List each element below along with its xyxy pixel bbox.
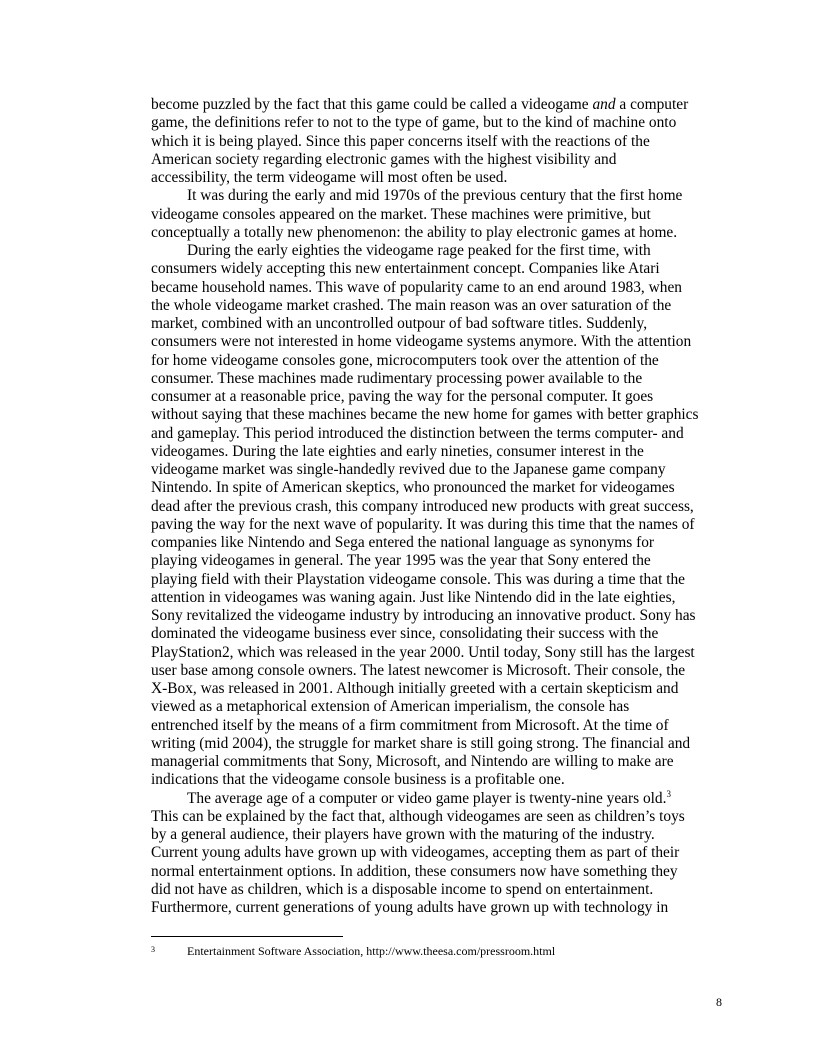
text-line: This can be explained by the fact that, although videogames are seen as children’s toys — [151, 807, 685, 825]
text-line: Sony revitalized the videogame industry by introducing an innovative product. Sony has — [151, 607, 696, 624]
text-line: did not have as children, which is a disposable income to spend on entertainment. — [151, 880, 654, 898]
text-line: became household names. This wave of popularity came to an end around 1983, when — [151, 278, 682, 296]
paragraph-start-line: It was during the early and mid 1970s of the previous century that the first home — [187, 187, 683, 205]
text-line: conceptually a totally new phenomenon: the ability to play electronic games at home. — [151, 223, 678, 241]
text-line: for home videogame consoles gone, microcomputers took over the attention of the — [151, 351, 659, 369]
text-line: and gameplay. This period introduced the distinction between the terms computer- and — [151, 424, 684, 442]
text-line: game, the definitions refer to not to the type of game, but to the kind of machine onto — [151, 114, 677, 132]
text-line: dead after the previous crash, this company introduced new products with great success, — [151, 497, 694, 515]
text-line: by a general audience, their players have grown with the maturing of the industry. — [151, 826, 655, 843]
text-line: viewed as a metaphorical extension of American imperialism, the console has — [151, 698, 630, 716]
footnote-text: Entertainment Software Association, http://www.theesa.com/pressroom.html — [187, 944, 556, 958]
text-line: Furthermore, current generations of young adults have grown up with technology in — [151, 899, 669, 916]
text-line: consumer at a reasonable price, paving the way for the personal computer. It goes — [151, 388, 654, 405]
text-line: which it is being played. Since this paper concerns itself with the reactions of the — [151, 132, 650, 150]
text-line: Current young adults have grown up with videogames, accepting them as part of their — [151, 844, 680, 862]
text-line: the whole videogame market crashed. The main reason was an over saturation of the — [151, 296, 672, 314]
text-line: X-Box, was released in 2001. Although initially greeted with a certain skepticism and — [151, 680, 679, 697]
footnote-reference[interactable]: 3 — [666, 788, 671, 799]
text-line: consumers were not interested in home videogame systems anymore. With the attention — [151, 333, 692, 351]
text-line: playing videogames in general. The year 1995 was the year that Sony entered the — [151, 552, 651, 570]
body-text — [151, 96, 699, 917]
text-line: PlayStation2, which was released in the year 2000. Until today, Sony still has the largest — [151, 643, 695, 661]
paragraph-start-line: During the early eighties the videogame rage peaked for the first time, with — [187, 242, 651, 259]
text-line: without saying that these machines became the new home for games with better graphics — [151, 406, 699, 424]
emphasis: and — [592, 96, 616, 113]
text-line: accessibility, the term videogame will most often be used. — [151, 169, 508, 186]
text-line: companies like Nintendo and Sega entered the national language as synonyms for — [151, 534, 655, 551]
text-line: consumers widely accepting this new entertainment concept. Companies like Atari — [151, 260, 660, 278]
footnote-separator — [151, 936, 343, 937]
text-line: playing field with their Playstation videogame console. This was during a time that the — [151, 570, 686, 588]
footnote-number: 3 — [151, 945, 155, 954]
text-line: writing (mid 2004), the struggle for market share is still going strong. The financial and — [151, 734, 691, 752]
text-line: videogames. During the late eighties and early nineties, consumer interest in the — [151, 442, 644, 460]
text-line: Nintendo. In spite of American skeptics, who pronounced the market for videogames — [151, 479, 675, 497]
text-line: managerial commitments that Sony, Microsoft, and Nintendo are willing to make are — [151, 753, 674, 770]
text-line: videogame consoles appeared on the market. These machines were primitive, but — [151, 205, 651, 223]
text-line: indications that the videogame console business is a profitable one. — [151, 771, 565, 789]
text-line: dominated the videogame business ever since, consolidating their success with the — [151, 625, 659, 643]
text-line: attention in videogames was waning again. Just like Nintendo did in the late eighties, — [151, 588, 676, 606]
text-line: entrenched itself by the means of a firm commitment from Microsoft. At the time of — [151, 716, 669, 734]
text-line: consumer. These machines made rudimentary processing power available to the — [151, 369, 643, 387]
page-number: 8 — [716, 995, 722, 1009]
text-line: user base among console owners. The latest newcomer is Microsoft. Their console, the — [151, 661, 686, 679]
text-line: market, combined with an uncontrolled outpour of bad software titles. Suddenly, — [151, 315, 648, 332]
text-line: paving the way for the next wave of popularity. It was during this time that the names of — [151, 515, 695, 533]
paragraph-start-line: The average age of a computer or video game player is twenty-nine years old.$^3$ — [187, 788, 671, 807]
text-line: normal entertainment options. In addition, these consumers now have something they — [151, 862, 678, 880]
text-line: become puzzled by the fact that this game could be called a videogame and a computer — [151, 96, 689, 113]
text-line: videogame market was single-handedly revived due to the Japanese game company — [151, 461, 666, 478]
text-line: American society regarding electronic games with the highest visibility and — [151, 150, 617, 168]
